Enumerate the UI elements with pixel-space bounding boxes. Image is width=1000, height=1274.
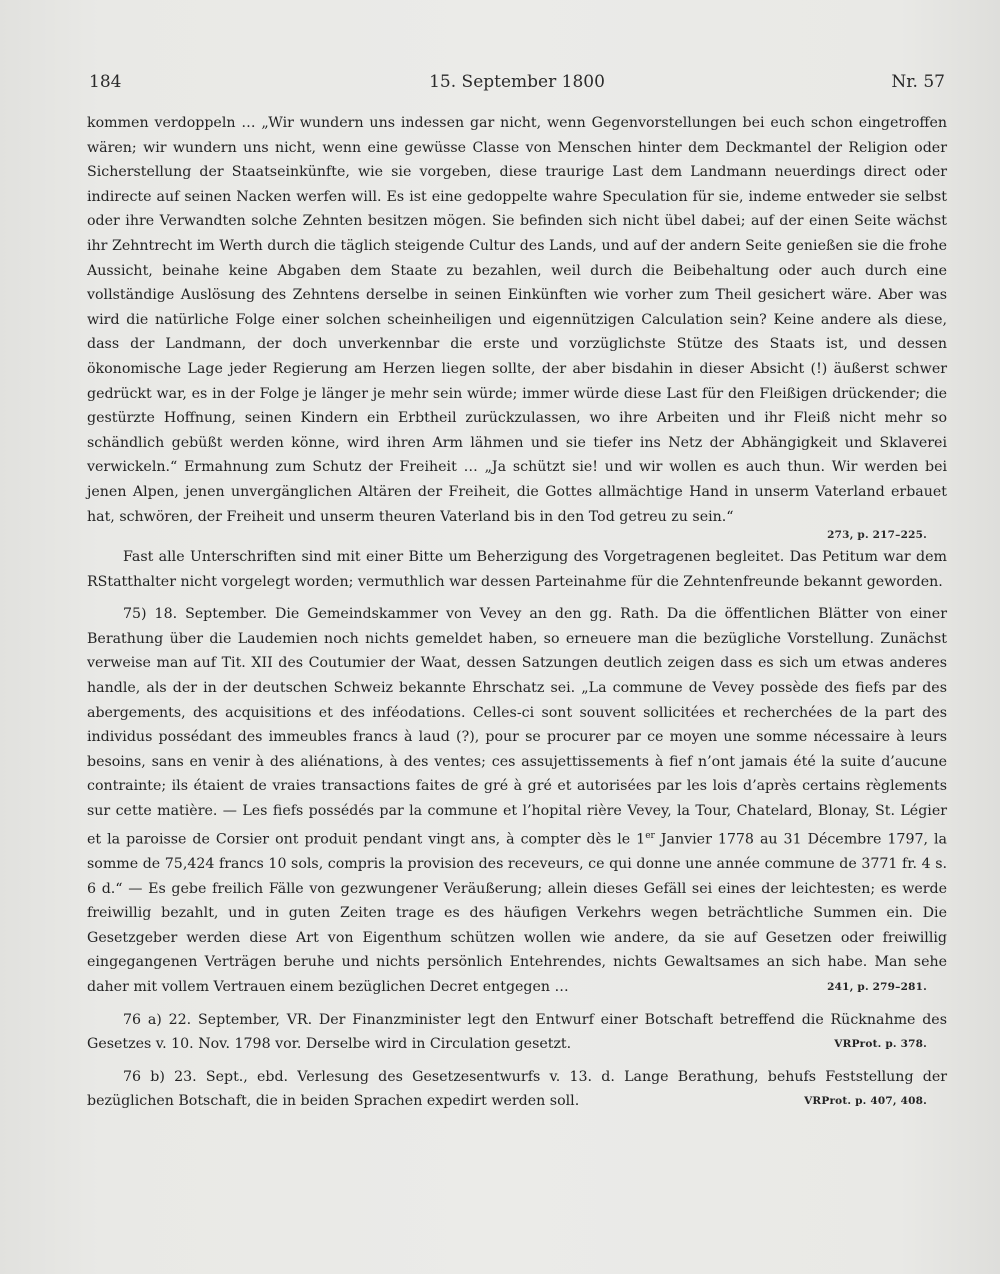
paragraph-petition-quote: kommen verdoppeln … „Wir wundern uns indessen gar nicht, wenn Gegenvorstellungen bei euch schon eingetroffen wären; wir wundern uns nicht, wenn eine gewüsse Classe von Menschen hinter dem Deckmantel der Religion oder Sicherstellung der Staatseinkünfte, wie sie vorgeben, diese traurige Last dem Landmann neuerdings direct oder indirecte auf seinen Nacken werfen will. Es ist eine gedoppelte wahre Speculation für sie, indeme entweder sie selbst oder ihre Verwandten solche Zehnten besitzen mögen. Sie befinden sich nicht übel dabei; auf der einen Seite wächst ihr Zehntrecht im Werth durch die täglich steigende Cultur des Lands, und auf der andern Seite genießen sie die frohe Aussicht, beinahe keine Abgaben dem Staate zu bezahlen, weil durch die Beibehaltung oder auch durch eine vollständige Auslösung des Zehntens derselbe in seinen Einkünften wie vorher zum Theil gesichert wäre. Aber was wird die natürliche Folge einer solchen scheinheiligen und eigennützigen Calculation sein? Keine andere als diese, dass der Landmann, der doch unverkennbar die erste und vorzüglichste Stütze des Staats ist, und dessen ökonomische Lage jeder Regierung am Herzen liegen sollte, der aber bisdahin in dieser Absicht (!) äußerst schwer gedrückt war, es in der Folge je länger je mehr sein würde; immer würde diese Last für den Fleißigen drückender; die gestürzte Hoffnung, seinen Kindern ein Erbtheil zurückzulassen, wo ihre Arbeiten und ihr Fleiß nicht mehr so schändlich gebüßt werden könne, wird ihren Arm lähmen und sie tiefer ins Netz der Abhängigkeit und Sklaverei verwickeln.“ Ermahnung zum Schutz der Freiheit … „Ja schützt sie! und wir wollen es auch thun. Wir werden bei jenen Alpen, jenen unvergänglichen Altären der Freiheit, die Gottes allmächtige Hand in unserm Vaterland erbauet hat, schwören, der Freiheit und unserm theuren Vaterland bis in den Tod getreu zu sein.“ xyxy=(87,115,947,525)
page-body xyxy=(87,111,947,1114)
document-number: Nr. 57 xyxy=(891,72,945,92)
entry-75-text: 75) 18. September. Die Gemeindskammer von Vevey an den gg. Rath. Da die öffentlichen Blätter von einer Berathung über die Laudemien noch nichts gemeldet haben, so erneuere man die bezügliche Vorstellung. Zunächst verweise man auf Tit. XII des Coutumier der Waat, dessen Satzungen deutlich zeigen dass es sich um etwas anderes handle, als der in der deutschen Schweiz bekannte Ehrschatz sei. „La commune de Vevey possède des fiefs par des abergements, des acquisitions et des inféodations. Celles-ci sont souvent sollicitées et recherchées de la part des individus possédant des immeubles francs à laud (?), pour se procurer par ce moyen une somme nécessaire à leurs besoins, sans en venir à des aliénations, à des ventes; ces assujettissements à fief n’ont jamais été la suite d’aucune contrainte; ils étaient de vraies transactions faites de gré à gré et autorisées par les lois d’après certains règlements sur cette matière. — Les fiefs possédés par la commune et l’hopital rière Vevey, la Tour, Chatelard, Blonay, St. Légier et la paroisse de Corsier ont produit pendant vingt ans, à compter dès le 1 xyxy=(87,606,947,848)
paragraph-entry-76a xyxy=(87,1008,947,1057)
source-reference: VRProt. p. 407, 408. xyxy=(804,1095,927,1108)
source-reference: 241, p. 279–281. xyxy=(827,980,927,993)
entry-76a-text: 76 a) 22. September, VR. Der Finanzminister legt den Entwurf einer Botschaft betreffend die Rücknahme des Gesetzes v. 10. Nov. 1798 vor. Derselbe wird in Circulation gesetzt. xyxy=(87,1011,947,1053)
superscript-er: er xyxy=(645,830,655,841)
page-number: 184 xyxy=(89,72,122,92)
entry-75-continued: Janvier 1778 au 31 Décembre 1797, la somme de 75,424 francs 10 sols, compris la provision des receveurs, ce qui donne une année commune de 3771 fr. 4 s. 6 d.“ — Es gebe freilich Fälle von gezwungener Veräußerung; allein dieses Gefäll sei eines der leichtesten; es werde freiwillig bezahlt, und in guten Zeiten trage es des häufigen Verkehrs wegen beträchtliche Summen ein. Die Gesetzgeber werden diese Art von Eigenthum schützen wollen wie andere, da sie auf Gesetzen oder freiwillig eingegangenen Verträgen beruhe und nichts persönlich Entehrendes, nichts Gewaltsames an sich habe. Man sehe daher mit vollem Vertrauen einem bezüglichen Decret entgegen … xyxy=(87,831,948,995)
paragraph-entry-76b xyxy=(87,1065,947,1114)
entry-76b-text: 76 b) 23. Sept., ebd. Verlesung des Gesetzesentwurfs v. 13. d. Lange Berathung, behufs Feststellung der bezüglichen Botschaft, die in beiden Sprachen expedirt werden soll. xyxy=(87,1068,947,1110)
source-reference: VRProt. p. 378. xyxy=(834,1038,927,1051)
header-date: 15. September 1800 xyxy=(429,72,605,92)
source-reference: 273, p. 217–225. xyxy=(827,529,927,542)
paragraph-signatures: Fast alle Unterschriften sind mit einer Bitte um Beherzigung des Vorgetragenen begleitet. Das Petitum war dem RStatthalter nicht vorgelegt worden; vermuthlich war dessen Parteinahme für die Zehntenfreunde bekannt geworden. xyxy=(87,549,947,590)
page-header xyxy=(87,70,947,100)
paragraph-entry-75 xyxy=(87,602,947,999)
